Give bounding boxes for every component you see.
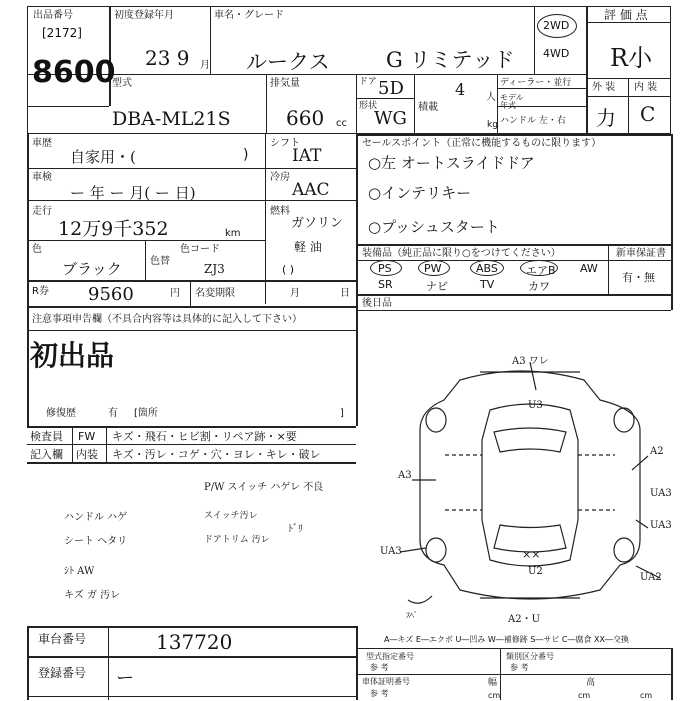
equip-ps: PS	[378, 262, 392, 275]
car-name-label: 車名・グレード	[214, 10, 284, 21]
grade-value: G リミテッド	[386, 48, 515, 72]
diagram-mark-9: U2	[528, 566, 543, 577]
door-label: ドア	[359, 77, 377, 87]
score-value: R小	[610, 44, 653, 72]
diagram-mark-8: ××	[522, 548, 541, 561]
diagram-mark-2: U3	[528, 400, 543, 411]
diagram-mark-11: A2・U	[508, 614, 541, 625]
inspection-value: ー 年 ー 月( ー 日)	[70, 184, 196, 202]
dealer-label: ディーラー・並行	[500, 78, 572, 88]
inspector-label-1: 検査員	[30, 430, 63, 443]
displacement-unit: cc	[336, 118, 347, 129]
remark-2: ハンドル ハゲ	[64, 512, 128, 523]
interior-insp-items: キズ・汚レ・コゲ・穴・ヨレ・キレ・破レ	[112, 448, 321, 461]
warranty-value: 有・無	[622, 271, 655, 284]
interior-insp-label: 内装	[76, 448, 98, 461]
diagram-mark-3: A2	[650, 446, 664, 457]
height-cm: cm	[578, 691, 591, 700]
fw-items: キズ・飛石・ヒビ割・リペア跡・×要	[112, 430, 297, 443]
r-ticket-unit: 円	[170, 288, 180, 299]
sales-point-1: ○左 オートスライドドア	[368, 154, 535, 172]
color-code-value: ZJ3	[204, 262, 225, 276]
width-cm: cm	[488, 691, 501, 700]
repair-close: ]	[340, 408, 344, 419]
equip-aw: AW	[580, 262, 598, 275]
capacity-value: 4	[455, 80, 466, 99]
category-label: 類別区分番号	[506, 652, 554, 661]
equip-tv: TV	[480, 278, 495, 291]
name-change-label: 名変期限	[195, 288, 235, 299]
equip-airb: エアB	[526, 264, 556, 277]
repair-place: [箇所	[134, 408, 158, 419]
vin-label: 車体証明番号	[362, 677, 410, 686]
history-close: )	[243, 147, 249, 163]
repair-value: 有	[108, 408, 118, 419]
diagram-mark-10: UA2	[640, 572, 662, 583]
ac-label: 冷房	[270, 172, 290, 183]
category-ref-label: 参 考	[510, 663, 529, 672]
first-reg-label: 初度登録年月	[114, 10, 174, 21]
lot-label: 出品番号	[33, 10, 73, 21]
displacement-label: 排気量	[270, 78, 300, 89]
sales-point-3: ○プッシュスタート	[368, 218, 500, 236]
interior-label: 内 装	[634, 82, 658, 93]
remark-4: スイッチ汚レ	[204, 511, 258, 521]
mileage-label: 走行	[32, 206, 52, 217]
fuel-paren: ( )	[282, 263, 295, 276]
history-value: 自家用・(	[70, 148, 136, 166]
name-change-day: 日	[340, 288, 350, 299]
fuel-label: 燃料	[270, 206, 290, 217]
type-ref-label: 参 考	[370, 663, 389, 672]
notes-value: 初出品	[30, 339, 115, 372]
color-value: ブラック	[62, 260, 122, 278]
shift-value: IAT	[292, 146, 322, 166]
handle-year-label: 年式	[500, 101, 516, 110]
sales-label: セールスポイント（正常に機能するものに限ります）	[362, 138, 602, 149]
remark-1: P/W スイッチ ハゲレ 不良	[204, 482, 324, 493]
reg-scribble: ー	[116, 668, 134, 689]
score-label: 評 価 点	[604, 8, 648, 22]
color-change-label: 色替	[150, 256, 170, 267]
lot-number: 8600	[32, 55, 116, 90]
equip-sr: SR	[378, 278, 393, 291]
fuel-diesel: 軽 油	[294, 240, 322, 254]
equip-abs: ABS	[476, 262, 498, 275]
equip-pw: PW	[424, 262, 442, 275]
diagram-legend: A―キズ E―エクボ U―凹み W―補修跡 S―サビ C―腐食 XX―交換	[384, 635, 630, 644]
sales-point-2: ○インテリキー	[368, 184, 472, 202]
notes-label: 注意事項申告欄（不具合内容等は具体的に記入して下さい）	[32, 314, 302, 325]
fw-label: FW	[78, 430, 96, 443]
chassis-label: 車台番号	[38, 632, 87, 646]
lot-code: [2172]	[42, 26, 82, 40]
height-label: 高	[586, 678, 596, 688]
length-cm: cm	[640, 691, 653, 700]
shape-value: WG	[374, 108, 407, 129]
diagram-mark-6: UA3	[650, 520, 672, 531]
warranty-label: 新車保証書	[616, 248, 666, 259]
drive-2wd: 2WD	[543, 19, 570, 32]
inspection-label: 車検	[32, 172, 52, 183]
name-change-month: 月	[290, 288, 300, 299]
first-reg-month-unit: 月	[200, 60, 210, 71]
capacity-unit: 人	[486, 92, 496, 103]
displacement-value: 660	[286, 106, 325, 130]
width-label: 幅	[488, 678, 498, 688]
fuel-gas: ガソリン	[291, 216, 344, 231]
remark-5: ドアトリム 汚レ	[204, 535, 270, 545]
model-label: 型式	[112, 78, 132, 89]
history-label: 車歴	[32, 138, 52, 149]
remark-3: シート ヘタリ	[64, 536, 128, 547]
equip-leather: カワ	[528, 280, 550, 293]
load-label: 積載	[418, 102, 438, 113]
vin-ref-label: 参 考	[370, 689, 389, 698]
late-doc-label: 後日品	[362, 298, 392, 309]
exterior-label: 外 装	[592, 82, 616, 93]
chassis-value: 137720	[156, 630, 233, 654]
remark-7: ｼﾄ AW	[64, 566, 95, 577]
remark-6: ﾄﾞﾘ	[288, 524, 303, 535]
first-reg-value: 23 9	[145, 46, 190, 70]
color-code-label: 色コード	[180, 244, 220, 255]
ac-value: AAC	[292, 180, 330, 200]
diagram-mark-4: A3	[398, 470, 412, 481]
handle-label: ハンドル 左・右	[500, 116, 566, 126]
shape-label: 形状	[359, 101, 378, 111]
mileage-unit: km	[225, 228, 241, 239]
car-name-value: ルークス	[246, 50, 330, 74]
handle-model-label: モデル	[500, 93, 524, 102]
diagram-mark-7: UA3	[380, 546, 402, 557]
equipment-label: 装備品（純正品に限り○をつけてください）	[362, 248, 561, 259]
type-designation-label: 型式指定番号	[366, 652, 414, 661]
exterior-value: 力	[596, 106, 616, 130]
remark-8: キズ ガ 汚レ	[64, 590, 121, 601]
reg-label: 登録番号	[38, 666, 87, 680]
shift-label: シフト	[270, 138, 300, 149]
model-value: DBA-ML21S	[112, 108, 231, 130]
inspector-label-2: 記入欄	[30, 448, 63, 461]
color-label: 色	[32, 244, 42, 255]
r-ticket-label: R券	[32, 286, 49, 297]
door-value: 5D	[378, 78, 404, 99]
mileage-value: 12万9千352	[58, 218, 169, 240]
r-ticket-value: 9560	[88, 284, 134, 305]
diagram-mark-1: A3 ワレ	[512, 356, 549, 367]
drive-4wd: 4WD	[543, 47, 570, 60]
equip-navi: ナビ	[426, 280, 448, 293]
diagram-mark-12: ｽﾍﾞ	[406, 611, 418, 620]
diagram-mark-5: UA3	[650, 488, 672, 499]
load-unit: kg	[487, 120, 498, 130]
repair-label: 修復歴	[46, 408, 76, 419]
interior-value: C	[640, 102, 656, 126]
